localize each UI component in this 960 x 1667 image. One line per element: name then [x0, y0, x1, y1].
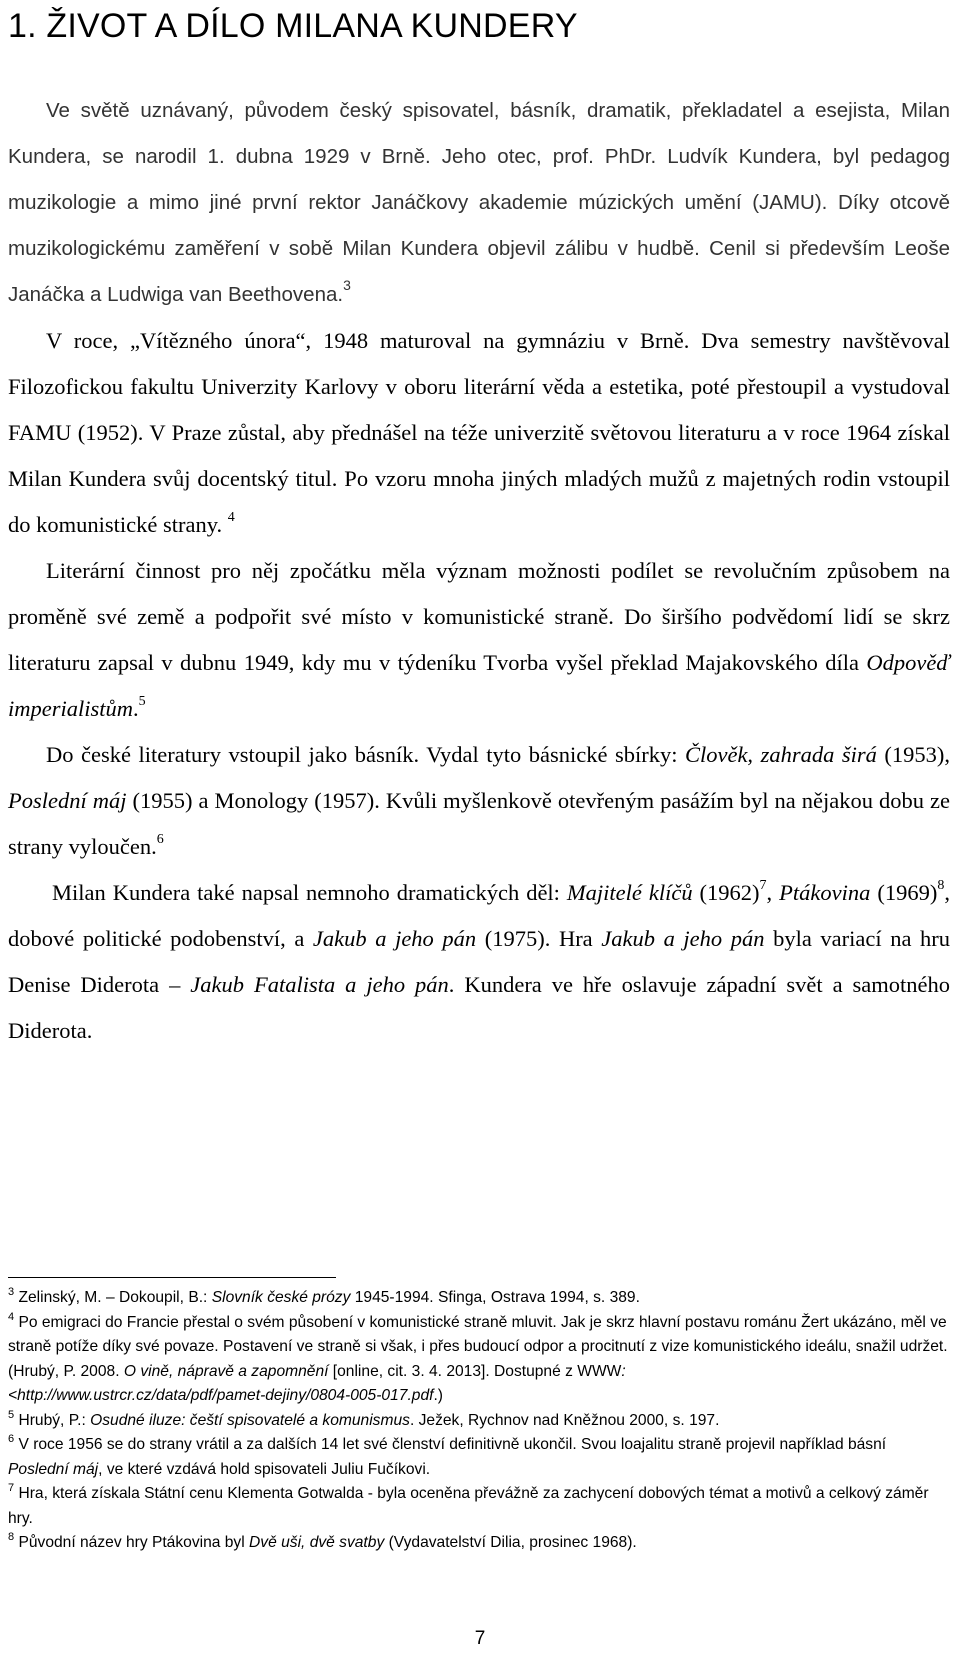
footnote-text: . Ježek, Rychnov nad Kněžnou 2000, s. 197.: [409, 1411, 720, 1429]
paragraph-text: V roce, „Vítězného února“, 1948 maturoval na gymnáziu v Brně. Dva semestry navštěvoval Filozofickou fakultu Univerzity Karlovy v oboru literární věda a estetika, poté přestoupil a vystudoval FAMU (1952). V Praze zůstal, aby přednášel na téže univerzitě světovou literaturu a v roce 1964 získal Milan Kundera svůj docentský titul. Po vzoru mnoha jiných mladých mužů z majetných rodin vstoupil do komunistické strany.: [8, 328, 950, 537]
footnote-number: 5: [8, 1408, 15, 1421]
footnote-text: Po emigraci do Francie přestal o svém působení v komunistické straně mluvit. Jak je skrz hlavní postavu románu Žert ukázáno, měl ve straně potíže díky své povaze. Postavení ve straně si však, i přes budoucí odpor a procitnutí z vize komunistického ideálu, snažil udržet.: [8, 1313, 948, 1355]
footnote-italic: Osudné iluze: čeští spisovatelé a komunismus: [90, 1411, 410, 1429]
footnote-text: Hrubý, P.:: [14, 1411, 91, 1429]
footnote-text: Zelinský, M. – Dokoupil, B.:: [14, 1289, 212, 1306]
paragraph-text: Literární činnost pro něj zpočátku měla význam možnosti podílet se revolučním způsobem na proměně své země a podpořit své místo v komunistické straně. Do širšího podvědomí lidí se skrz literaturu zapsal v dubnu 1949, kdy mu v týdeníku Tvorba vyšel překlad Majakovského díla: [8, 558, 950, 675]
paragraph-text: . Kundera ve hře oslavuje západní svět a samotného Diderota.: [8, 972, 951, 1043]
paragraph-5: [8, 870, 950, 1054]
paragraph-text: ,: [766, 880, 780, 905]
chapter-heading: 1. ŽIVOT A DÍLO MILANA KUNDERY: [8, 7, 578, 45]
work-title: Jakub a jeho pán: [601, 926, 765, 951]
footnote-ref: 4: [227, 510, 235, 525]
footnote-italic: :: [621, 1362, 626, 1380]
footnote-text: 1945-1994. Sfinga, Ostrava 1994, s. 389.: [350, 1289, 640, 1306]
paragraph-text: Do české literatury vstoupil jako básník. Vydal tyto básnické sbírky:: [46, 742, 685, 767]
paragraph-2: [8, 318, 950, 548]
work-title: Poslední máj: [8, 788, 127, 813]
footnote-ref: 5: [138, 694, 146, 709]
footnote-separator: [8, 1277, 336, 1278]
footnote-5: [8, 1409, 950, 1434]
paragraph-3: [8, 548, 950, 732]
footnote-number: 3: [8, 1286, 15, 1298]
footnote-ref: 7: [759, 878, 767, 893]
footnote-text: Hra, která získala Státní cenu Klementa Gotwalda - byla oceněna převážně za zachycení dobových témat a motivů a celkový záměr hry.: [8, 1485, 929, 1527]
footnote-3: [8, 1286, 950, 1311]
footnote-8: [8, 1531, 950, 1556]
footnote-italic: Poslední máj: [8, 1460, 99, 1478]
footnote-number: 4: [8, 1310, 15, 1323]
paragraph-text: Ve světě uznávaný, původem český spisovatel, básník, dramatik, překladatel a esejista, Milan Kundera, se narodil 1. dubna 1929 v Brně. Jeho otec, prof. PhDr. Ludvík Kundera, byl pedagog muzikologie a mimo jiné první rektor Janáčkovy akademie múzických umění (JAMU). Díky otcově muzikologickému zaměření v sobě Milan Kundera objevil zálibu v hudbě. Cenil si především Leoše Janáčka a Ludwiga van Beethovena.: [8, 99, 950, 306]
footnote-italic: O vině, nápravě a zapomnění: [123, 1362, 329, 1380]
footnote-6: [8, 1433, 950, 1482]
paragraph-text: (1975). Hra: [476, 926, 602, 951]
footnote-4: [8, 1311, 950, 1409]
footnote-number: 7: [8, 1482, 15, 1494]
work-title: Jakub a jeho pán: [312, 926, 477, 951]
footnote-text: .): [433, 1387, 443, 1404]
footnote-text: Původní název hry Ptákovina byl: [14, 1534, 250, 1551]
footnote-italic: Dvě uši, dvě svatby: [249, 1534, 385, 1551]
footnote-ref: 6: [156, 832, 164, 847]
footnotes: [8, 1286, 950, 1556]
footnote-text: V roce 1956 se do strany vrátil a za dalších 14 let své členství definitivně ukončil. Svou loajalitu straně projevil například básní: [14, 1436, 887, 1453]
footnote-ref: 8: [937, 878, 945, 893]
paragraph-text: (1955) a Monology (1957). Kvůli myšlenkově otevřeným pasážím byl na nějakou dobu ze strany vyloučen.: [8, 788, 950, 859]
paragraph-text: (1969): [870, 880, 938, 905]
work-title: Majitelé klíčů: [566, 880, 693, 905]
paragraph-text: , dobové politické podobenství, a: [8, 880, 950, 951]
work-title: Odpověď imperialistům: [8, 650, 950, 721]
footnote-number: 6: [8, 1433, 15, 1445]
footnote-italic: Slovník české prózy: [211, 1289, 351, 1306]
paragraph-text: Milan Kundera také napsal nemnoho dramatických děl:: [52, 880, 567, 905]
footnote-text: (Hrubý, P. 2008.: [8, 1362, 124, 1380]
body-text: [8, 88, 950, 1054]
paragraph-text: (1953),: [876, 742, 950, 767]
footnote-link[interactable]: <http://www.ustrcr.cz/data/pdf/pamet-dejiny/0804-005-017.pdf: [8, 1387, 434, 1404]
work-title: Člověk, zahrada širá: [684, 742, 877, 767]
footnote-text: (Vydavatelství Dilia, prosinec 1968).: [384, 1534, 637, 1551]
footnote-text: [online, cit. 3. 4. 2013]. Dostupné z WWW: [328, 1362, 622, 1380]
paragraph-text: (1962): [692, 880, 760, 905]
page-number: 7: [474, 1628, 486, 1649]
work-title: Jakub Fatalista a jeho pán: [190, 972, 449, 997]
footnote-number: 8: [8, 1531, 15, 1543]
footnote-ref: 3: [343, 277, 351, 293]
paragraph-1: [8, 88, 950, 318]
footnote-7: [8, 1482, 950, 1531]
work-title: Ptákovina: [779, 880, 871, 905]
paragraph-text: byla variací na hru Denise Diderota –: [8, 926, 951, 997]
paragraph-text: .: [133, 696, 139, 721]
footnote-text: , ve které vzdává hold spisovateli Juliu Fučíkovi.: [98, 1460, 431, 1478]
paragraph-4: [8, 732, 950, 870]
